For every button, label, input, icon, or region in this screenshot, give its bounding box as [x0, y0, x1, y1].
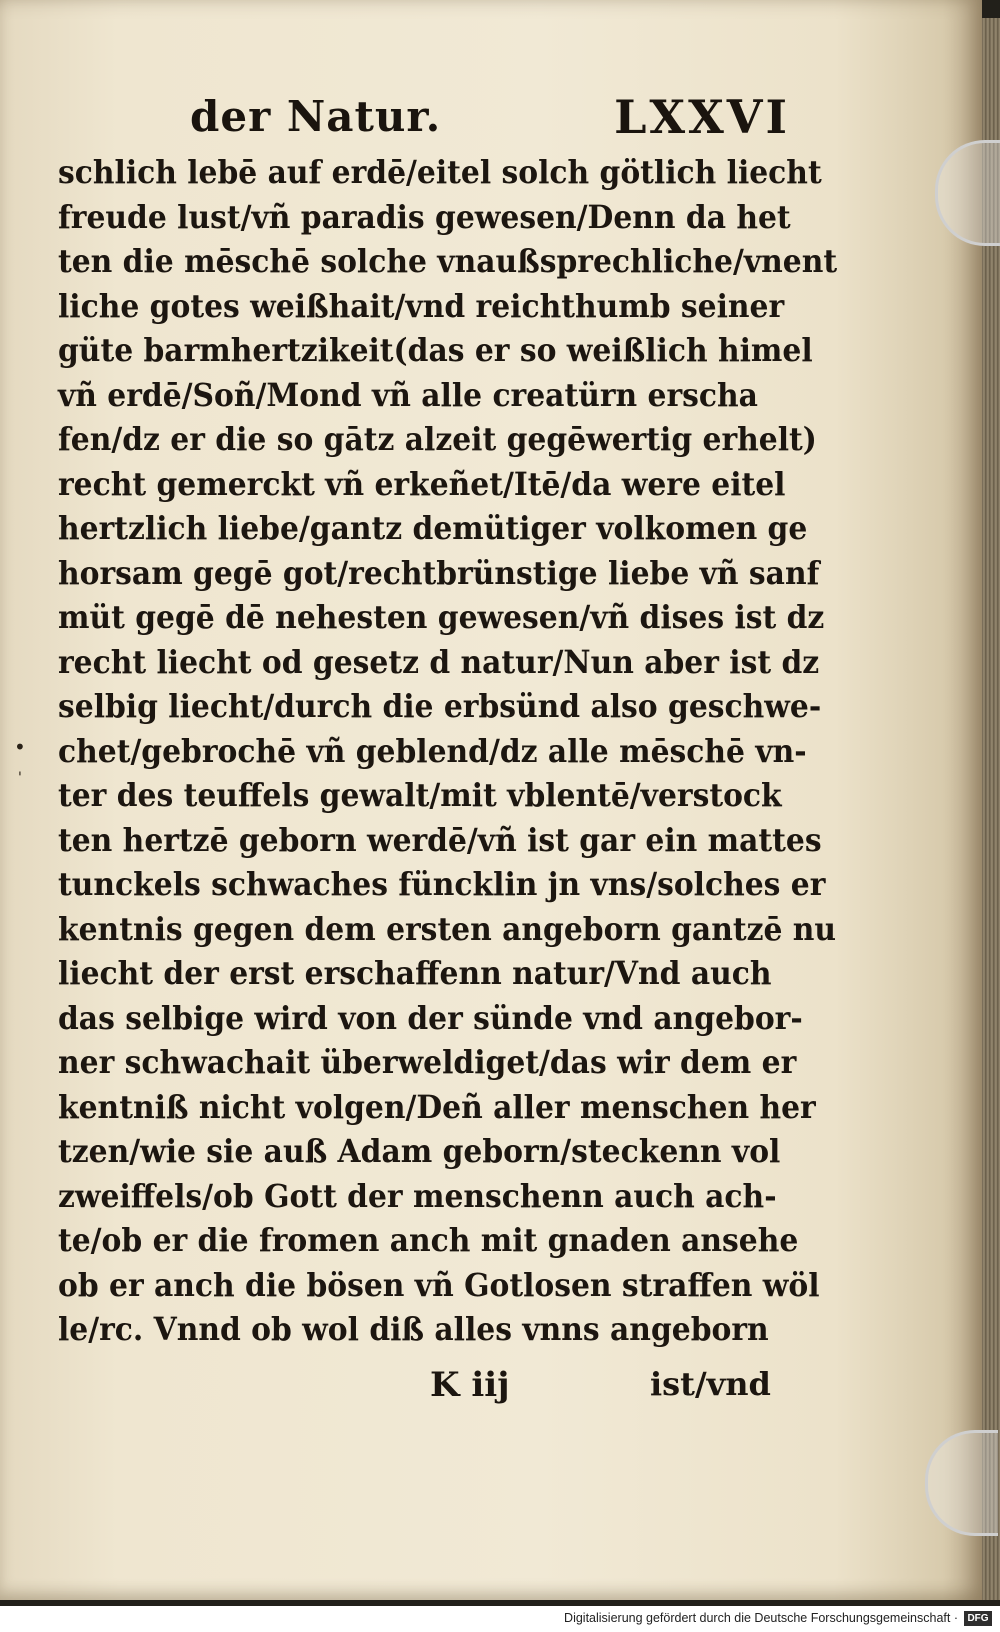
text-line: hertzlich liebe/gantz demütiger volkomen ge — [58, 509, 808, 547]
footer-bar — [0, 1606, 1000, 1632]
text-line: recht liecht od gesetz d natur/Nun aber ist dz — [58, 642, 820, 681]
text-line: horsam gegē got/rechtbrünstige liebe vñ sanf — [58, 553, 820, 592]
body-text-block — [58, 150, 838, 1352]
signature-mark: K iij — [430, 1365, 510, 1405]
text-line: kentniß nicht volgen/Deñ aller menschen her — [58, 1087, 816, 1126]
text-line: müt gegē dē nehesten gewesen/vñ dises ist dz — [58, 598, 825, 636]
text-line: liecht der erst erschaffenn natur/Vnd auch — [58, 954, 772, 992]
margin-mark: • — [14, 735, 26, 759]
text-line: ob er anch die bösen vñ Gotlosen straffen wöl — [58, 1265, 820, 1304]
text-line: ner schwachait überweldiget/das wir dem er — [58, 1043, 797, 1081]
page-header — [190, 92, 790, 152]
text-line: güte barmhertzikeit(das er so weißlich himel — [58, 331, 813, 369]
text-line: schlich lebē auf erdē/eitel solch götlich liecht — [58, 153, 822, 191]
text-line: vñ erdē/Soñ/Mond vñ alle creatürn erscha — [58, 375, 758, 414]
text-line: chet/gebrochē vñ geblend/dz alle mēschē vn- — [58, 731, 807, 770]
text-line: das selbige wird von der sünde vnd angebor- — [58, 998, 803, 1037]
catchword: ist/vnd — [650, 1365, 771, 1403]
text-line: liche gotes weißhait/vnd reichthumb seiner — [58, 286, 785, 325]
dfg-logo-icon: DFG — [964, 1611, 992, 1626]
text-line: ter des teuffels gewalt/mit vblentē/verstock — [58, 776, 782, 814]
text-line: fen/dz er die so gātz alzeit gegēwertig erhelt) — [58, 420, 817, 458]
text-line: tunckels schwaches füncklin jn vns/solches er — [58, 865, 826, 903]
text-line: te/ob er die fromen anch mit gnaden ansehe — [58, 1221, 799, 1259]
margin-mark: ' — [18, 770, 22, 786]
funding-credit: Digitalisierung gefördert durch die Deutsche Forschungsgemeinschaft · — [564, 1611, 958, 1625]
running-title: der Natur. — [190, 92, 442, 141]
page-edge — [982, 18, 1000, 1600]
text-line: freude lust/vñ paradis gewesen/Denn da het — [58, 197, 791, 236]
text-line: recht gemerckt vñ erkeñet/Itē/da were eitel — [58, 464, 786, 503]
text-line: ten hertzē geborn werdē/vñ ist gar ein mattes — [58, 820, 822, 859]
text-line: tzen/wie sie auß Adam geborn/steckenn vol — [58, 1132, 781, 1170]
text-line: selbig liecht/durch die erbsünd also geschwe- — [58, 687, 822, 725]
text-line: ten die mēschē solche vnaußsprechliche/vnent — [58, 242, 838, 280]
text-line: le/rc. Vnnd ob wol diß alles vnns angeborn — [58, 1310, 769, 1348]
text-line: kentnis gegen dem ersten angeborn gantzē nu — [58, 909, 837, 948]
text-line: zweiffels/ob Gott der menschenn auch ach- — [58, 1176, 777, 1215]
folio-number: LXXVI — [614, 90, 790, 144]
